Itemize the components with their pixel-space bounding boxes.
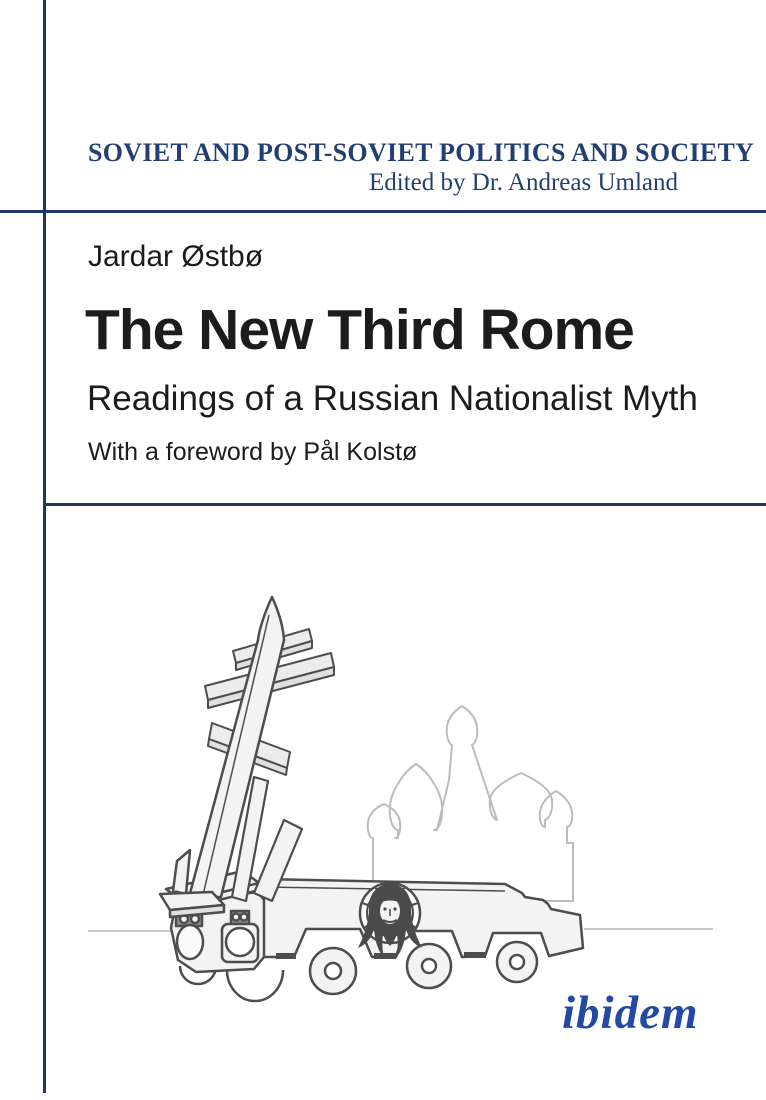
cab-front-arch bbox=[177, 925, 203, 959]
church-silhouette bbox=[368, 706, 573, 901]
publisher-logo: ibidem bbox=[562, 987, 699, 1039]
series-block bbox=[88, 138, 755, 197]
series-editor: Edited by Dr. Andreas Umland bbox=[369, 168, 678, 196]
cover-illustration bbox=[0, 540, 766, 1010]
truck-wheels bbox=[310, 942, 537, 994]
book-subtitle: Readings of a Russian Nationalist Myth bbox=[87, 379, 698, 418]
foreword-note: With a foreword by Pål Kolstø bbox=[88, 438, 418, 466]
book-title: The New Third Rome bbox=[85, 298, 634, 362]
missile-fin bbox=[173, 850, 190, 894]
author-name: Jardar Østbø bbox=[88, 240, 264, 273]
title-divider-rule bbox=[44, 503, 766, 506]
series-title: SOVIET AND POST-SOVIET POLITICS AND SOCIETY bbox=[88, 138, 755, 167]
series-divider-rule bbox=[0, 210, 766, 213]
